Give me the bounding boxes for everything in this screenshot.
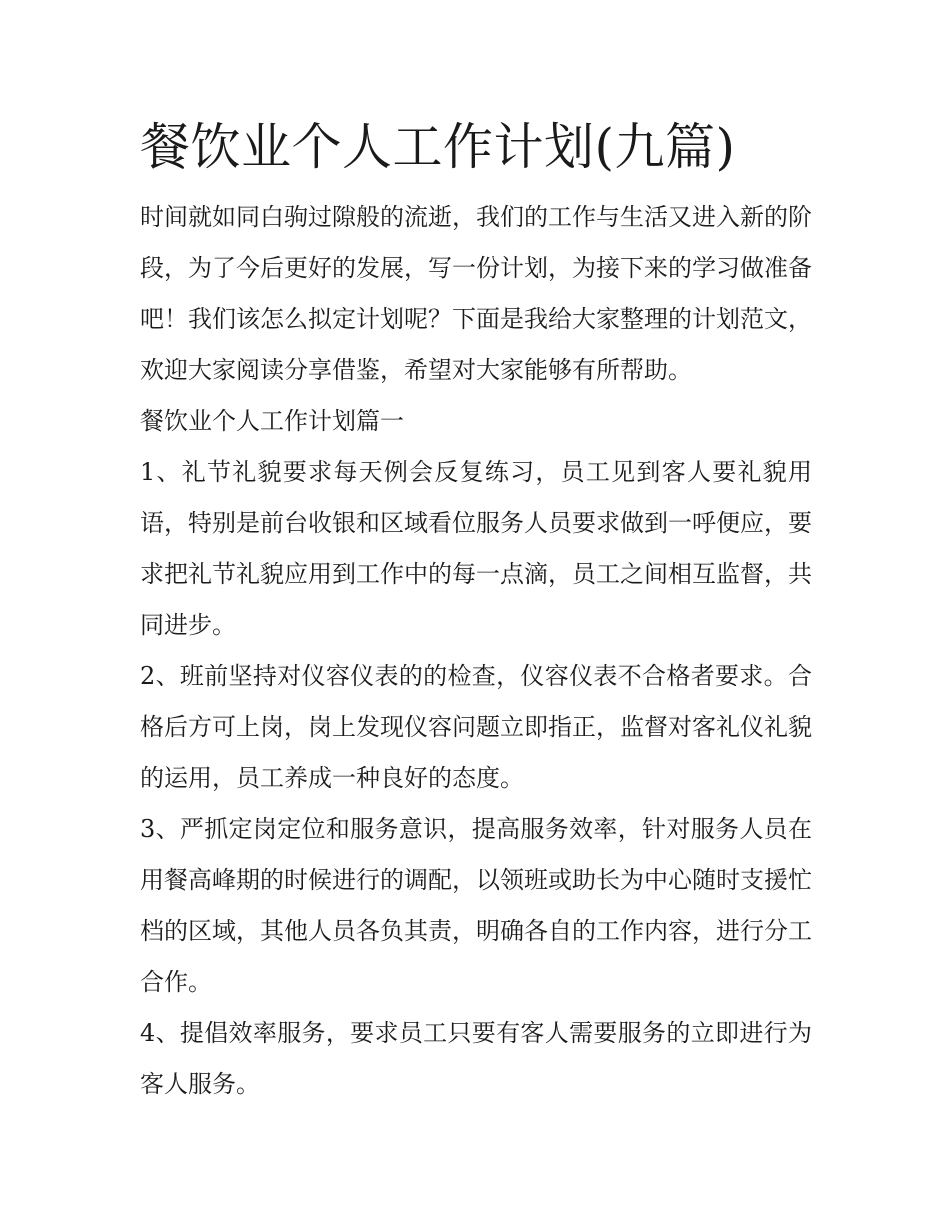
list-item-4: 4、提倡效率服务，要求员工只要有客人需要服务的立即进行为客人服务。 [140,1019,812,1098]
section-heading: 餐饮业个人工作计划篇一 [140,407,404,435]
document-title: 餐饮业个人工作计划(九篇) [140,118,736,176]
list-item-2: 2、班前坚持对仪容仪表的的检查，仪容仪表不合格者要求。合格后方可上岗，岗上发现仪容问题立即指正，监督对客礼仪礼貌的运用，员工养成一种良好的态度。 [140,662,812,792]
document-body [140,112,812,1110]
intro-paragraph: 时间就如同白驹过隙般的流逝，我们的工作与生活又进入新的阶段，为了今后更好的发展，写一份计划，为接下来的学习做准备吧！我们该怎么拟定计划呢？下面是我给大家整理的计划范文，欢迎大家阅读分享借鉴，希望对大家能够有所帮助。 [140,203,812,384]
list-item-3: 3、严抓定岗定位和服务意识，提高服务效率，针对服务人员在用餐高峰期的时候进行的调配，以领班或助长为中心随时支援忙档的区域，其他人员各负其责，明确各自的工作内容，进行分工合作。 [140,815,812,996]
list-item-1: 1、礼节礼貌要求每天例会反复练习，员工见到客人要礼貌用语，特别是前台收银和区域看位服务人员要求做到一呼便应，要求把礼节礼貌应用到工作中的每一点滴，员工之间相互监督，共同进步。 [140,458,812,639]
